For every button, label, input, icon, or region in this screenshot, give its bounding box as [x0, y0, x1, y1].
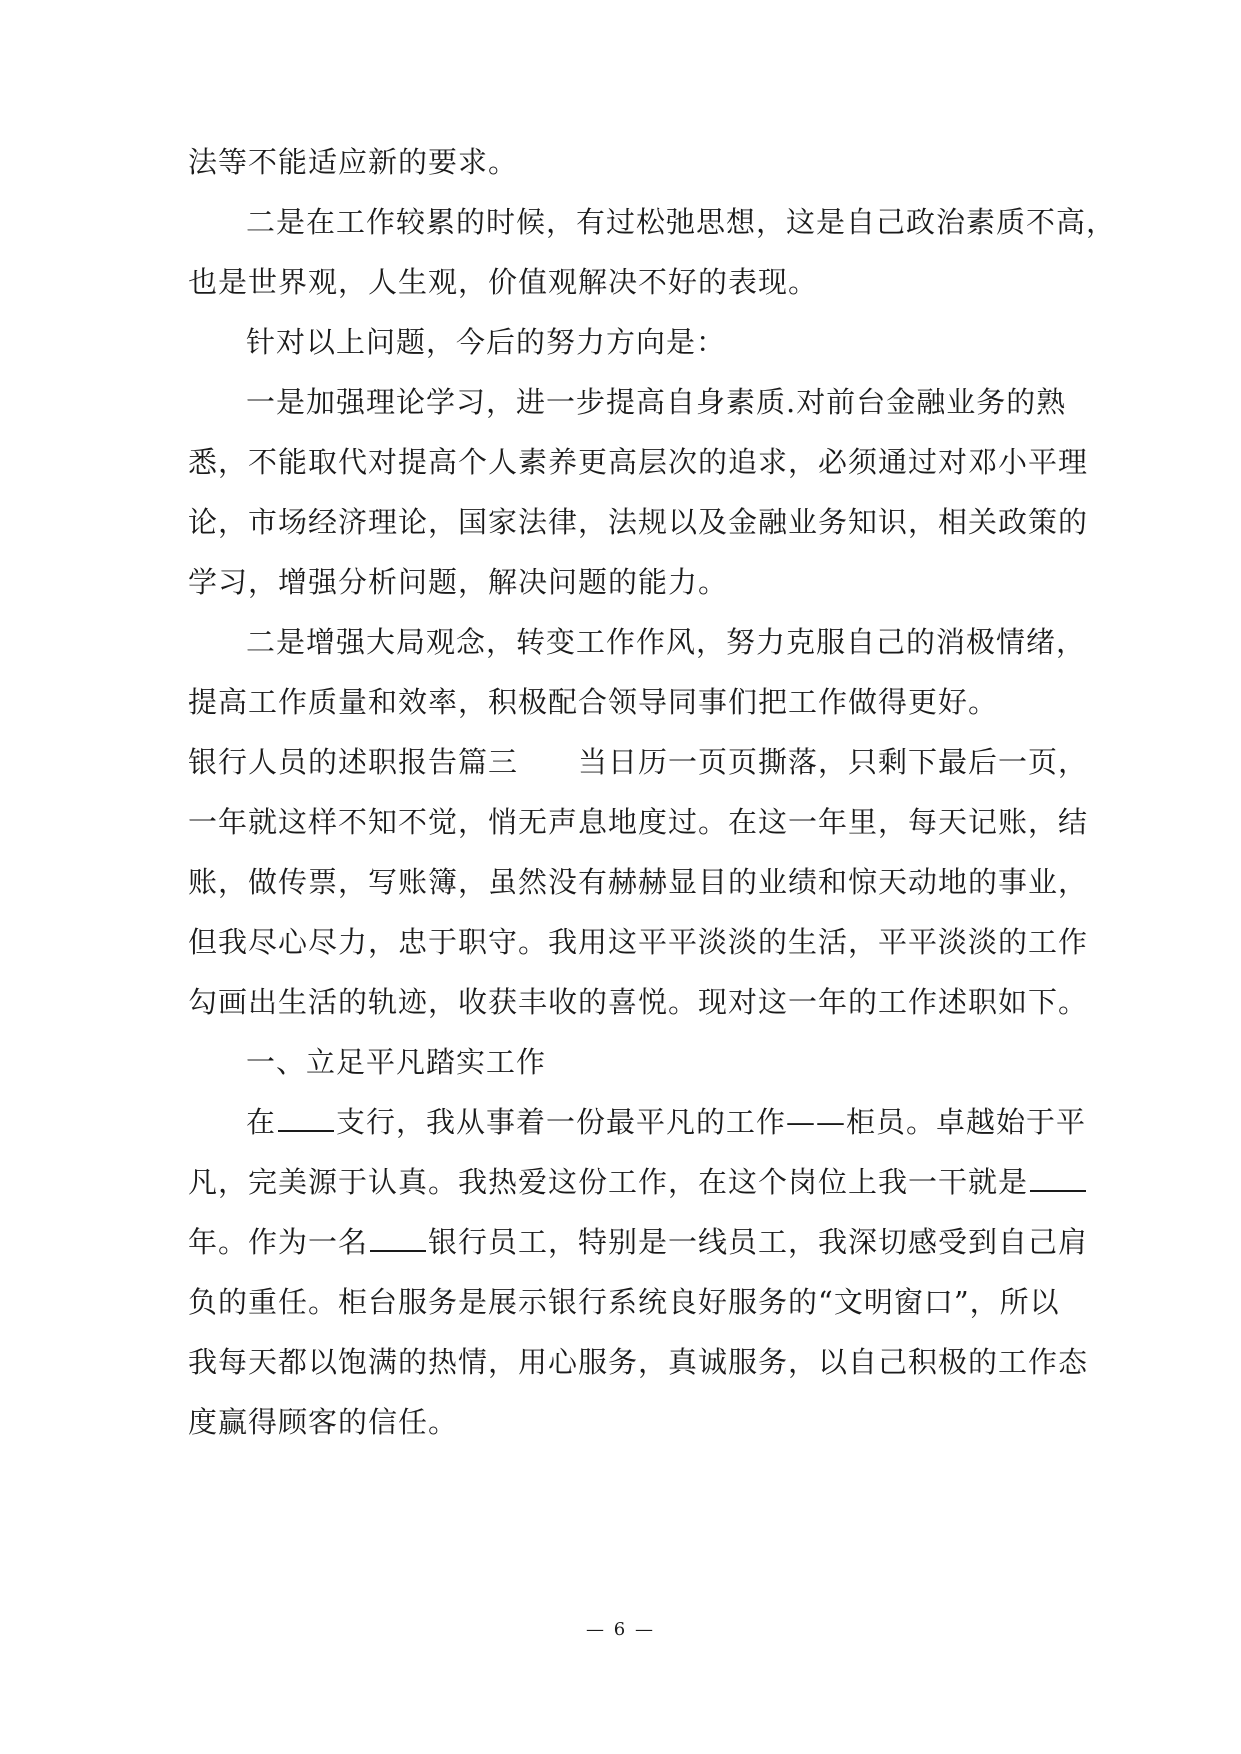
paragraph-line-with-blank [246, 1102, 1086, 1142]
paragraph-line: 度赢得顾客的信任。 [188, 1405, 459, 1439]
paragraph-line: 一是加强理论学习，进一步提高自身素质.对前台金融业务的熟 [246, 385, 1067, 419]
paragraph-line-with-blank [188, 1222, 1088, 1262]
fill-in-blank [1030, 1164, 1086, 1192]
paragraph-line: 也是世界观，人生观，价值观解决不好的表现。 [188, 265, 819, 299]
paragraph-line: 悉，不能取代对提高个人素养更高层次的追求，必须通过对邓小平理 [188, 445, 1089, 479]
text-segment: 在 [246, 1105, 277, 1139]
paragraph-line: 一年就这样不知不觉，悄无声息地度过。在这一年里，每天记账，结 [188, 805, 1089, 839]
paragraph-line: 但我尽心尽力，忠于职守。我用这平平淡淡的生活，平平淡淡的工作 [188, 925, 1089, 959]
text-segment: 年。作为一名 [188, 1225, 369, 1259]
paragraph-line: 论，市场经济理论，国家法律，法规以及金融业务知识，相关政策的 [188, 505, 1089, 539]
paragraph-line: 账，做传票，写账簿，虽然没有赫赫显目的业绩和惊天动地的事业， [188, 865, 1089, 899]
paragraph-line: 勾画出生活的轨迹，收获丰收的喜悦。现对这一年的工作述职如下。 [188, 985, 1089, 1019]
subheading-line: 一、立足平凡踏实工作 [246, 1045, 547, 1079]
text-segment: 银行员工，特别是一线员工，我深切感受到自己肩 [428, 1225, 1089, 1259]
paragraph-line-with-blank [188, 1162, 1088, 1202]
paragraph-line: 二是增强大局观念，转变工作作风，努力克服自己的消极情绪， [246, 625, 1087, 659]
paragraph-line: 我每天都以饱满的热情，用心服务，真诚服务，以自己积极的工作态 [188, 1345, 1089, 1379]
text-segment: 凡，完美源于认真。我热爱这份工作，在这个岗位上我一干就是 [188, 1165, 1029, 1199]
page-number: — 6 — [586, 1619, 655, 1640]
paragraph-line: 法等不能适应新的要求。 [188, 145, 519, 179]
paragraph-line: 学习，增强分析问题，解决问题的能力。 [188, 565, 729, 599]
paragraph-line: 二是在工作较累的时候，有过松弛思想，这是自己政治素质不高， [246, 205, 1117, 239]
fill-in-blank [278, 1104, 334, 1132]
fill-in-blank [370, 1224, 426, 1252]
text-segment: 支行，我从事着一份最平凡的工作——柜员。卓越始于平 [336, 1105, 1087, 1139]
paragraph-line: 针对以上问题，今后的努力方向是： [246, 325, 727, 359]
paragraph-line: 提高工作质量和效率，积极配合领导同事们把工作做得更好。 [188, 685, 999, 719]
section-heading-line: 银行人员的述职报告篇三 当日历一页页撕落，只剩下最后一页， [188, 745, 1089, 779]
paragraph-line: 负的重任。柜台服务是展示银行系统良好服务的“文明窗口”，所以 [188, 1285, 1060, 1319]
